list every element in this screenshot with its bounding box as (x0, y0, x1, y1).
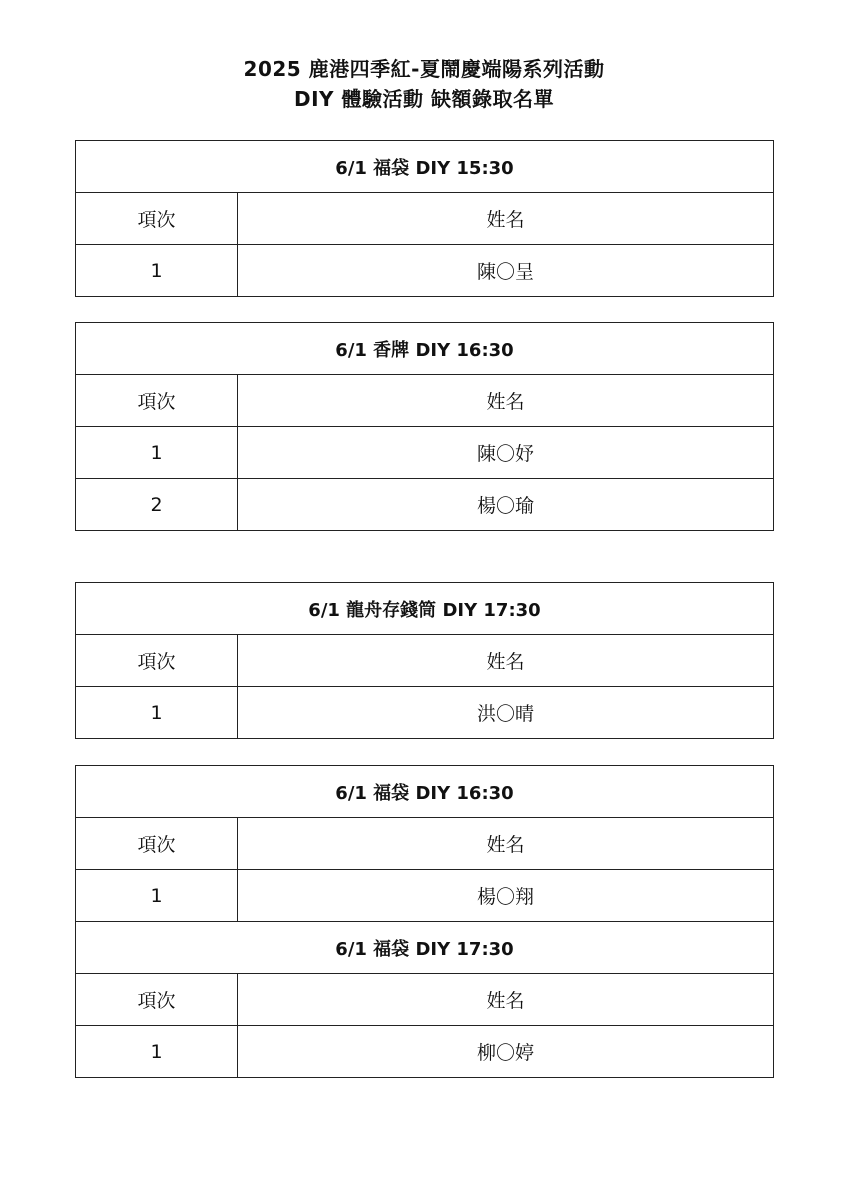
table-row (76, 870, 774, 922)
section-header-row (76, 922, 774, 974)
row-name: 楊〇瑜 (238, 479, 774, 531)
roster-table-2 (75, 322, 774, 531)
column-header-name: 姓名 (238, 974, 774, 1026)
table-row (76, 687, 774, 739)
column-header-index: 項次 (76, 818, 238, 870)
column-header-row (76, 818, 774, 870)
column-header-row (76, 974, 774, 1026)
column-header-index: 項次 (76, 635, 238, 687)
row-number: 1 (76, 687, 238, 739)
column-header-name: 姓名 (238, 193, 774, 245)
section-header-row (76, 583, 774, 635)
row-name: 陳〇呈 (238, 245, 774, 297)
section-header: 6/1 福袋 DIY 16:30 (76, 766, 774, 818)
column-header-index: 項次 (76, 974, 238, 1026)
column-header-row (76, 635, 774, 687)
section-header: 6/1 福袋 DIY 17:30 (76, 922, 774, 974)
row-number: 1 (76, 870, 238, 922)
row-number: 1 (76, 427, 238, 479)
table-row (76, 245, 774, 297)
column-header-row (76, 375, 774, 427)
roster-table-4 (75, 765, 774, 1078)
column-header-name: 姓名 (238, 635, 774, 687)
table-row (76, 1026, 774, 1078)
section-header: 6/1 香牌 DIY 16:30 (76, 323, 774, 375)
column-header-index: 項次 (76, 375, 238, 427)
row-number: 1 (76, 1026, 238, 1078)
document-title (0, 54, 848, 114)
column-header-index: 項次 (76, 193, 238, 245)
row-number: 2 (76, 479, 238, 531)
roster-table-1 (75, 140, 774, 297)
section-header-row (76, 323, 774, 375)
table-row (76, 479, 774, 531)
roster-table-3 (75, 582, 774, 739)
row-number: 1 (76, 245, 238, 297)
title-line-2: DIY 體驗活動 缺額錄取名單 (294, 87, 554, 111)
row-name: 楊〇翔 (238, 870, 774, 922)
column-header-row (76, 193, 774, 245)
section-header-row (76, 141, 774, 193)
section-header: 6/1 龍舟存錢筒 DIY 17:30 (76, 583, 774, 635)
column-header-name: 姓名 (238, 375, 774, 427)
title-line-1: 2025 鹿港四季紅-夏鬧慶端陽系列活動 (243, 57, 605, 81)
row-name: 陳〇妤 (238, 427, 774, 479)
table-row (76, 427, 774, 479)
column-header-name: 姓名 (238, 818, 774, 870)
row-name: 洪〇晴 (238, 687, 774, 739)
section-header: 6/1 福袋 DIY 15:30 (76, 141, 774, 193)
section-header-row (76, 766, 774, 818)
row-name: 柳〇婷 (238, 1026, 774, 1078)
